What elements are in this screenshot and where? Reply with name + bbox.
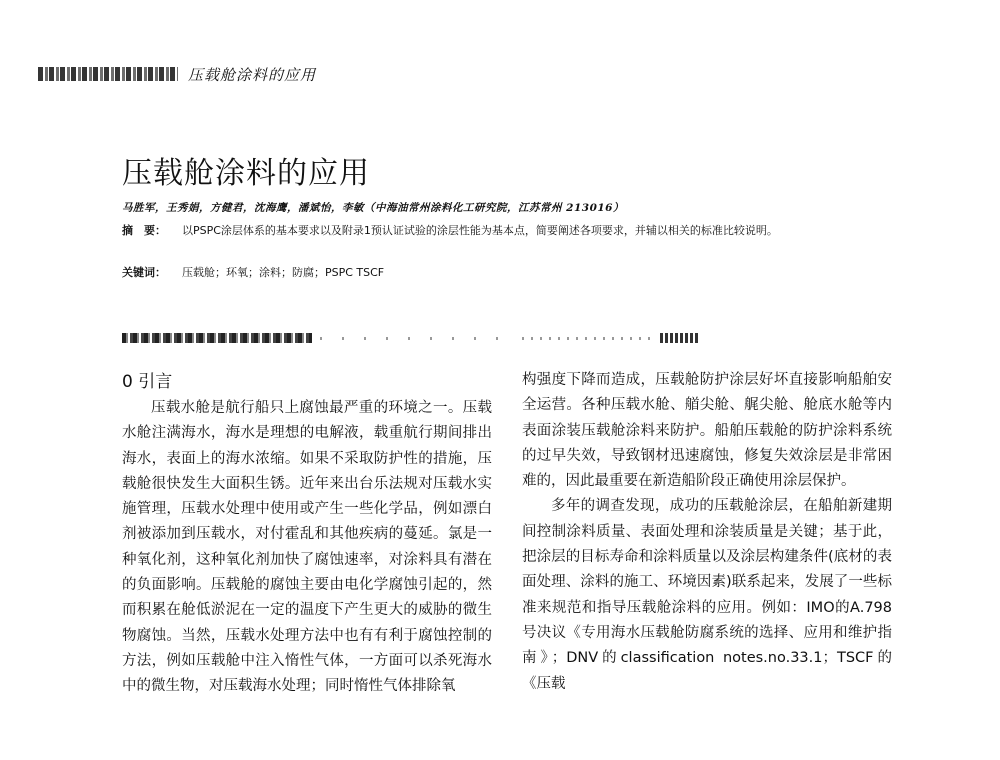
keywords <box>122 262 802 283</box>
running-header <box>38 62 316 86</box>
scan-artifact-dots-right <box>522 337 652 340</box>
scan-artifact-dots-left <box>320 337 500 340</box>
body-column-right <box>522 368 892 697</box>
scan-artifact-right <box>660 333 700 343</box>
keywords-label: 关键词： <box>122 266 166 279</box>
body-paragraph: 压载水舱是航行船只上腐蚀最严重的环境之一。压载水舱注满海水，海水是理想的电解液，载重航行期间排出海水，表面上的海水浓缩。如果不采取防护性的措施，压载舱很快发生大面积生锈。近年来出台乐法规对压载水实施管理，压载水处理中使用或产生一些化学品，例如漂白剂被添加到压载水，对付霍乱和其他疾病的蔓延。氯是一种氧化剂，这种氧化剂加快了腐蚀速率，对涂料具有潜在的负面影响。压载舱的腐蚀主要由电化学腐蚀引起的，然而积累在舱低淤泥在一定的温度下产生更大的威胁的微生物腐蚀。当然，压载水处理方法中也有有利于腐蚀控制的方法，例如压载舱中注入惰性气体，一方面可以杀死海水中的微生物，对压载海水处理；同时惰性气体排除氧 <box>122 400 492 695</box>
abstract-text: 以PSPC涂层体系的基本要求以及附录1预认证试验的涂层性能为基本点，简要阐述各项要求，并辅以相关的标准比较说明。 <box>182 224 778 237</box>
body-paragraph: 多年的调查发现，成功的压载舱涂层，在船舶新建期间控制涂料质量、表面处理和涂装质量是关键；基于此，把涂层的目标寿命和涂料质量以及涂层构建条件(底材的表面处理、涂料的施工、环境因素)联系起来，发展了一些标准来规范和指导压载舱涂料的应用。例如：IMO的A.798号决议《专用海水压载舱防腐系统的选择、应用和维护指南》；DNV的classification notes.no.33.1；TSCF的《压载 <box>522 498 892 692</box>
body-column-left <box>122 368 492 700</box>
keywords-text: 压载舱；环氧；涂料；防腐；PSPC TSCF <box>182 266 385 279</box>
abstract-label: 摘 要： <box>122 224 166 237</box>
article-title: 压载舱涂料的应用 <box>122 156 370 191</box>
author-line: 马胜军，王秀娟，方健君，沈海鹰，潘斌怡，李敏（中海油常州涂料化工研究院，江苏常州 213016） <box>122 202 624 214</box>
section-heading: 0 引言 <box>122 372 173 392</box>
body-paragraph: 构强度下降而造成，压载舱防护涂层好坏直接影响船舶安全运营。各种压载水舱、艏尖舱、艉尖舱、舱底水舱等内表面涂装压载舱涂料来防护。船舶压载舱的防护涂料系统的过早失效，导致钢材迅速腐蚀，修复失效涂层是非常困难的，因此最重要在新造船阶段正确使用涂层保护。 <box>522 372 892 490</box>
journal-logo <box>38 67 178 81</box>
scan-artifact-left <box>122 333 312 343</box>
abstract <box>122 220 802 241</box>
running-header-title: 压载舱涂料的应用 <box>188 65 317 84</box>
